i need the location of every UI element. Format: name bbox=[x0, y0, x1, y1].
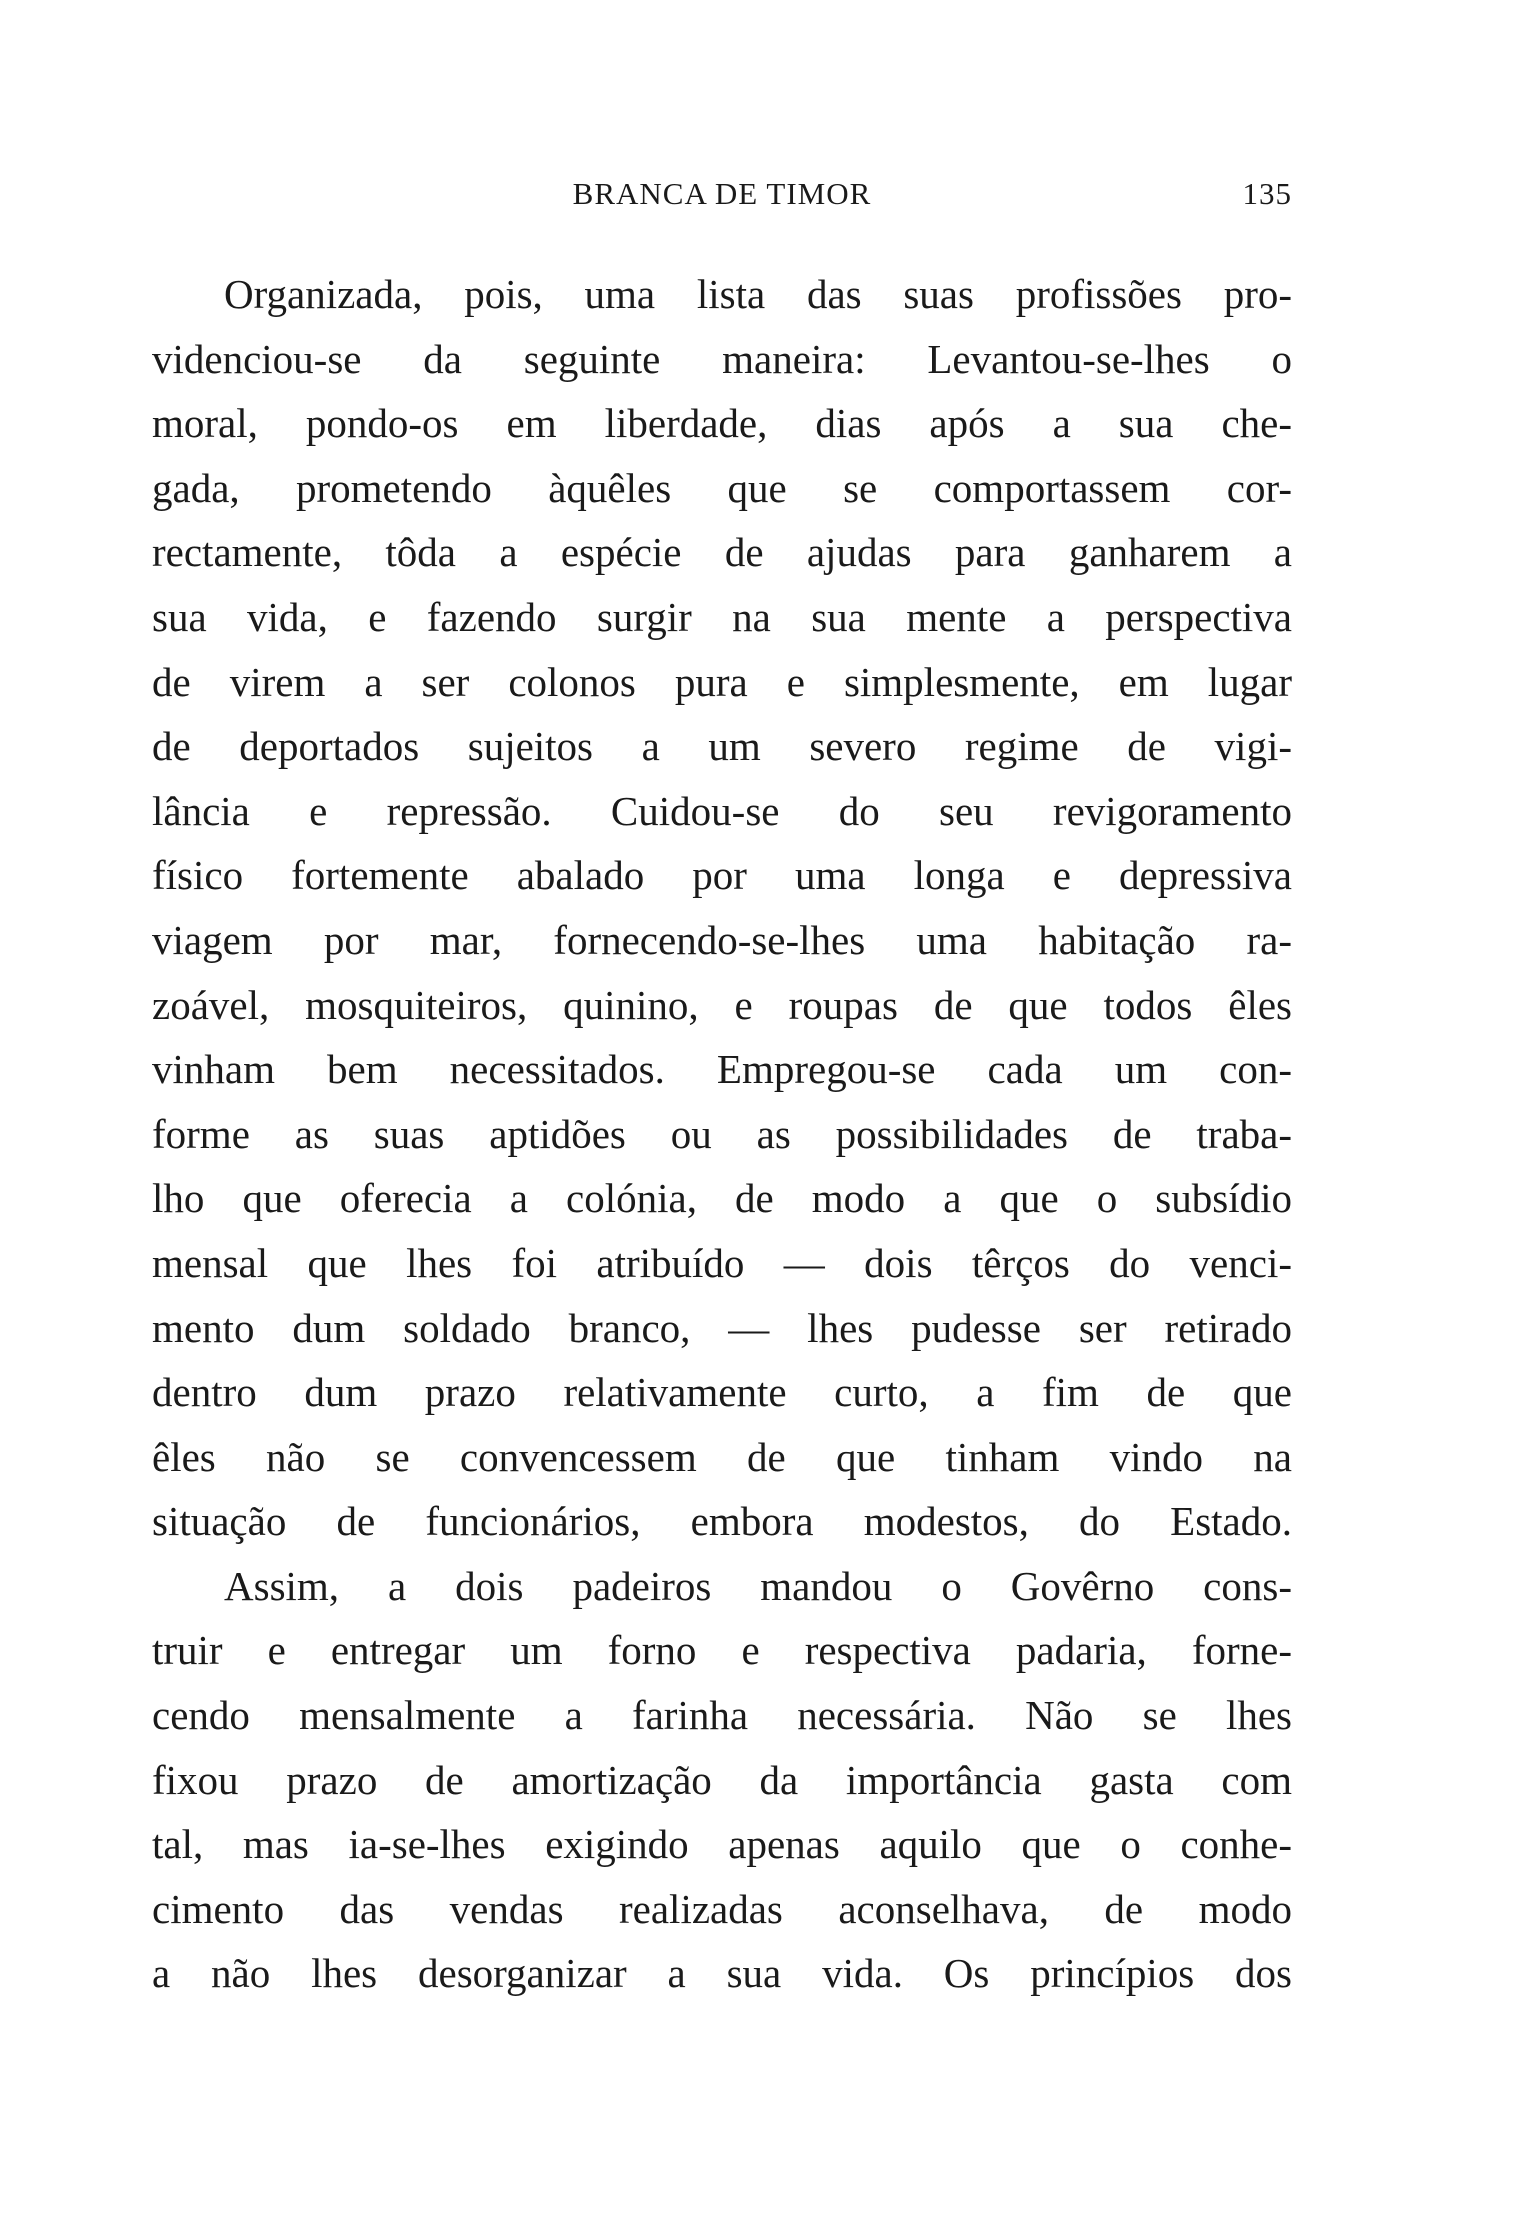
text-line: sua vida, e fazendo surgir na sua mente a perspectiva bbox=[152, 593, 1292, 640]
text-line: Assim, a dois padeiros mandou o Govêrno cons- bbox=[224, 1562, 1292, 1609]
text-line: forme as suas aptidões ou as possibilidades de traba- bbox=[152, 1110, 1292, 1157]
text-line: êles não se convencessem de que tinham vindo na bbox=[152, 1433, 1292, 1480]
text-line: viagem por mar, fornecendo-se-lhes uma habitação ra- bbox=[152, 916, 1292, 963]
text-line: mensal que lhes foi atribuído — dois têrços do venci- bbox=[152, 1239, 1292, 1286]
text-line: mento dum soldado branco, — lhes pudesse ser retirado bbox=[152, 1304, 1292, 1351]
text-line: a não lhes desorganizar a sua vida. Os princípios dos bbox=[152, 1950, 1292, 1997]
text-line: vinham bem necessitados. Empregou-se cada um con- bbox=[152, 1046, 1292, 1093]
text-line: lância e repressão. Cuidou-se do seu revigoramento bbox=[152, 787, 1292, 834]
text-line: lho que oferecia a colónia, de modo a que o subsídio bbox=[152, 1175, 1292, 1222]
running-title: BRANCA DE TIMOR bbox=[572, 176, 872, 211]
text-line: dentro dum prazo relativamente curto, a fim de que bbox=[152, 1369, 1292, 1416]
text-line: gada, prometendo àquêles que se comportassem cor- bbox=[152, 464, 1292, 511]
text-line: Organizada, pois, uma lista das suas profissões pro- bbox=[224, 271, 1292, 317]
text-line: cendo mensalmente a farinha necessária. Não se lhes bbox=[152, 1692, 1292, 1739]
text-line: de deportados sujeitos a um severo regime de vigi- bbox=[152, 723, 1292, 770]
page-number: 135 bbox=[1242, 176, 1292, 211]
text-line: tal, mas ia-se-lhes exigindo apenas aquilo que o conhe- bbox=[152, 1821, 1292, 1868]
text-line: situação de funcionários, embora modestos, do Estado. bbox=[152, 1498, 1292, 1545]
text-line: fixou prazo de amortização da importância gasta com bbox=[152, 1756, 1292, 1803]
text-line: truir e entregar um forno e respectiva padaria, forne- bbox=[152, 1627, 1292, 1674]
body-text bbox=[152, 262, 1292, 2006]
text-line: rectamente, tôda a espécie de ajudas para ganharem a bbox=[152, 529, 1292, 576]
text-line: zoável, mosquiteiros, quinino, e roupas de que todos êles bbox=[152, 981, 1292, 1028]
running-head bbox=[152, 176, 1292, 216]
text-line: moral, pondo-os em liberdade, dias após a sua che- bbox=[152, 400, 1292, 447]
text-line: videnciou-se da seguinte maneira: Levantou-se-lhes o bbox=[152, 335, 1292, 382]
text-line: físico fortemente abalado por uma longa e depressiva bbox=[152, 852, 1292, 899]
text-line: de virem a ser colonos pura e simplesmente, em lugar bbox=[152, 658, 1292, 705]
text-line: cimento das vendas realizadas aconselhava, de modo bbox=[152, 1885, 1292, 1932]
